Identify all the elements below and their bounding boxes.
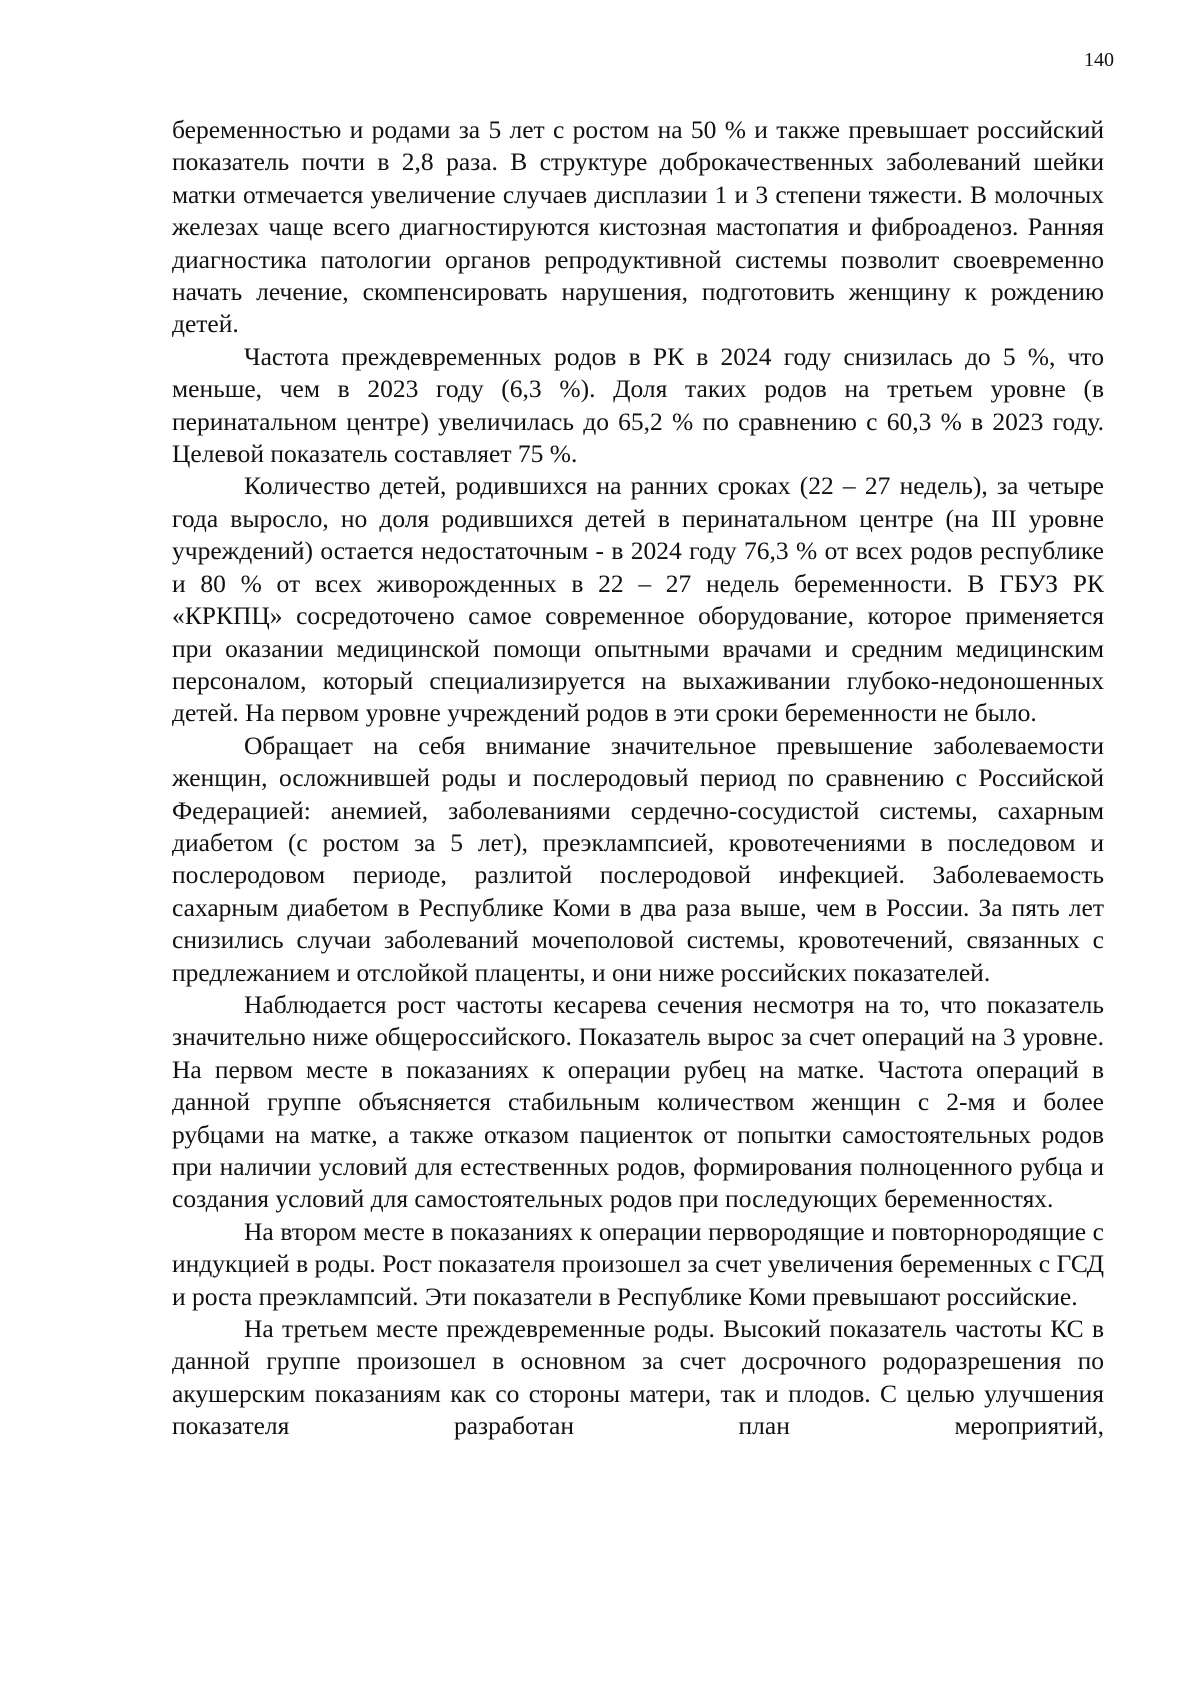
paragraph-preterm-birth-rate: Частота преждевременных родов в РК в 2024 году снизилась до 5 %, что меньше, чем в 2023 году (6,3 %). Доля таких родов на третьем уровне (в перинатальном центре) увеличилась до 65,2 % по сравнению с 60,3 % в 2023 году. Целевой показатель составляет 75 %. xyxy=(172,341,1104,469)
paragraph-early-term-births: Количество детей, родившихся на ранних сроках (22 – 27 недель), за четыре года выросло, но доля родившихся детей в перинатальном центре (на III уровне учреждений) остается недостаточным - в 2024 году 76,3 % от всех родов республике и 80 % от всех живорожденных в 22 – 27 недель беременности. В ГБУЗ РК «КРКПЦ» сосредоточено самое современное оборудование, которое применяется при оказании медицинской помощи опытными врачами и средним медицинским персоналом, который специализируется на выхаживании глубоко-недоношенных детей. На первом уровне учреждений родов в эти сроки беременности не было. xyxy=(172,471,1104,728)
paragraph-continuation-reproductive-health: беременностью и родами за 5 лет с ростом на 50 % и также превышает российский показатель почти в 2,8 раза. В структуре доброкачественных заболеваний шейки матки отмечается увеличение случаев дисплазии 1 и 3 степени тяжести. В молочных железах чаще всего диагностируются кистозная мастопатия и фиброаденоз. Ранняя диагностика патологии органов репродуктивной системы позволит своевременно начать лечение, скомпенсировать нарушения, подготовить женщину к рождению детей. xyxy=(172,115,1104,339)
paragraph-maternal-morbidity: Обращает на себя внимание значительное превышение заболеваемости женщин, осложнившей роды и послеродовый период по сравнению с Российской Федерацией: анемией, заболеваниями сердечно-сосудистой системы, сахарным диабетом (с ростом за 5 лет), преэклампсией, кровотечениями в последовом и послеродовом периоде, разлитой послеродовой инфекцией. Заболеваемость сахарным диабетом в Республике Коми в два раза выше, чем в России. За пять лет снизились случаи заболеваний мочеполовой системы, кровотечений, связанных с предлежанием и отслойкой плаценты, и они ниже российских показателей. xyxy=(172,730,1104,987)
page-number: 140 xyxy=(1084,49,1114,71)
paragraph-third-indication: На третьем месте преждевременные роды. Высокий показатель частоты КС в данной группе произошел в основном за счет досрочного родоразрешения по акушерским показаниям как со стороны матери, так и плодов. С целью улучшения показателя разработан план мероприятий, xyxy=(172,1314,1104,1441)
paragraph-cesarean-section-rate: Наблюдается рост частоты кесарева сечения несмотря на то, что показатель значительно ниже общероссийского. Показатель вырос за счет операций на 3 уровне. На первом месте в показаниях к операции рубец на матке. Частота операций в данной группе объясняется стабильным количеством женщин с 2-мя и более рубцами на матке, а также отказом пациенток от попытки самостоятельных родов при наличии условий для естественных родов, формирования полноценного рубца и создания условий для самостоятельных родов при последующих беременностях. xyxy=(172,989,1104,1214)
document-body xyxy=(172,114,1104,1443)
paragraph-second-indication: На втором месте в показаниях к операции первородящие и повторнородящие с индукцией в роды. Рост показателя произошел за счет увеличения беременных с ГСД и роста преэклампсий. Эти показатели в Республике Коми превышают российские. xyxy=(172,1216,1104,1311)
